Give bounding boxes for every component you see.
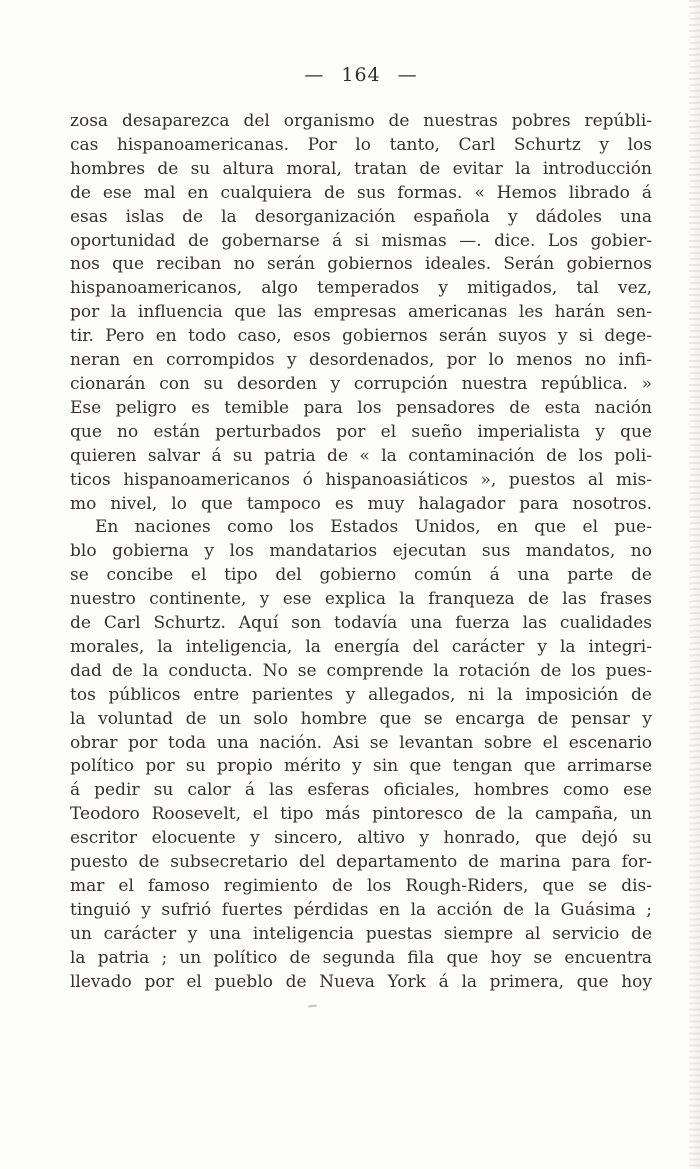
text-line: de Carl Schurtz. Aquí son todavía una fuerza las cualidades — [70, 613, 652, 634]
text-line: tos públicos entre parientes y allegados, ni la imposición de — [70, 684, 652, 705]
text-line: la patria ; un político de segunda fila que hoy se encuentra — [70, 947, 652, 968]
text-line: hispanoamericanos, algo temperados y mitigados, tal vez, — [70, 278, 652, 299]
text-line: llevado por el pueblo de Nueva York á la primera, que hoy — [70, 971, 652, 992]
page-header: — 164 — — [304, 64, 418, 86]
text-line: escritor elocuente y sincero, altivo y honrado, que dejó su — [70, 828, 652, 849]
text-line: quieren salvar á su patria de « la contaminación de los poli- — [70, 445, 652, 466]
page-text — [70, 110, 652, 995]
scan-edge-artifact — [689, 0, 700, 1169]
text-line: nuestro continente, y ese explica la franqueza de las frases — [70, 589, 652, 610]
text-line: Ese peligro es temible para los pensadores de esta nación — [70, 397, 652, 418]
text-line: tinguió y sufrió fuertes pérdidas en la acción de la Guásima ; — [70, 899, 652, 920]
text-line: En naciones como los Estados Unidos, en que el pue- — [95, 517, 652, 538]
text-line: mar el famoso regimiento de los Rough-Riders, que se dis- — [70, 876, 652, 896]
text-line: Teodoro Roosevelt, el tipo más pintoresco de la campaña, un — [70, 804, 652, 825]
text-line: hombres de su altura moral, tratan de evitar la introducción — [70, 158, 652, 179]
text-line: que no están perturbados por el sueño imperialista y que — [70, 421, 652, 442]
text-line: tir. Pero en todo caso, esos gobiernos serán suyos y si dege- — [70, 326, 652, 347]
text-line: ticos hispanoamericanos ó hispanoasiáticos », puestos al mis- — [70, 469, 652, 490]
text-line: oportunidad de gobernarse á si mismas —. dice. Los gobier- — [70, 230, 652, 251]
text-line: esas islas de la desorganización española y dádoles una — [70, 206, 652, 227]
text-line: mo nivel, lo que tampoco es muy halagador para nosotros. — [70, 493, 652, 514]
text-line: cas hispanoamericanas. Por lo tanto, Carl Schurtz y los — [70, 134, 652, 155]
text-line: la voluntad de un solo hombre que se encarga de pensar y — [70, 708, 652, 729]
text-line: cionarán con su desorden y corrupción nuestra república. » — [70, 373, 652, 394]
text-line: dad de la conducta. No se comprende la rotación de los pues- — [70, 660, 652, 681]
text-line: neran en corrompidos y desordenados, por lo menos no infi- — [70, 350, 652, 371]
scan-smudge-artifact — [308, 1005, 317, 1008]
text-line: por la influencia que las empresas americanas les harán sen- — [70, 302, 652, 323]
text-line: un carácter y una inteligencia puestas siempre al servicio de — [70, 923, 652, 944]
text-line: morales, la inteligencia, la energía del carácter y la integri- — [70, 636, 652, 657]
text-line: zosa desaparezca del organismo de nuestras pobres repúbli- — [70, 111, 652, 131]
text-line: blo gobierna y los mandatarios ejecutan sus mandatos, no — [70, 541, 652, 562]
text-line: á pedir su calor á las esferas oficiales, hombres como ese — [70, 780, 652, 801]
text-line: puesto de subsecretario del departamento de marina para for- — [70, 852, 652, 873]
text-line: de ese mal en cualquiera de sus formas. « Hemos librado á — [70, 182, 652, 203]
text-line: se concibe el tipo del gobierno común á una parte de — [70, 565, 652, 586]
text-line: político por su propio mérito y sin que tengan que arrimarse — [70, 756, 652, 777]
text-line: obrar por toda una nación. Asi se levantan sobre el escenario — [70, 732, 652, 753]
text-line: nos que reciban no serán gobiernos ideales. Serán gobiernos — [70, 254, 652, 275]
